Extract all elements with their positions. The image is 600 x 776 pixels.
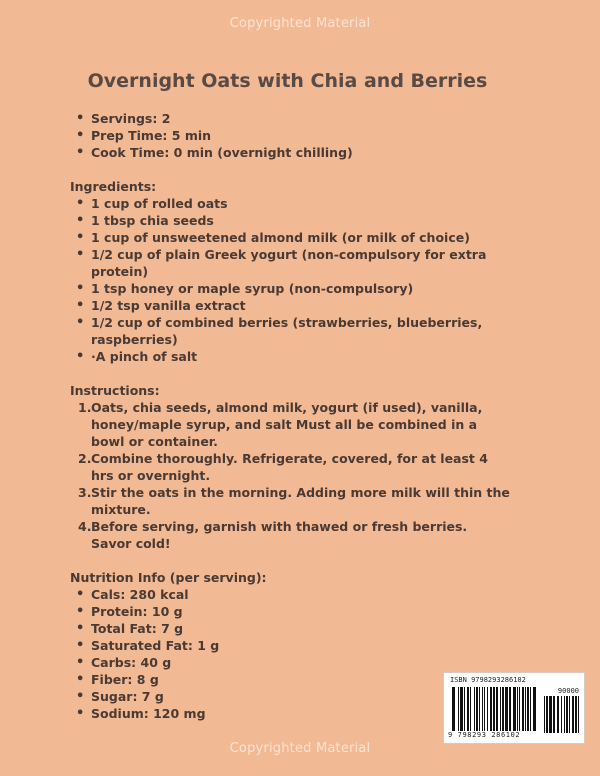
barcode-bar [513,687,516,731]
list-item: • Protein: 10 g [70,603,510,620]
instruction-step [70,484,510,518]
price-code: 90000 [557,687,579,695]
barcode-bar [470,687,471,731]
step-text: Before serving, garnish with thawed or fresh berries. Savor cold! [91,519,468,551]
step-text: Oats, chia seeds, almond milk, yogurt (if used), vanilla, honey/maple syrup, and salt Must all be combined in a bowl or container. [91,400,483,449]
instruction-step [70,399,510,450]
list-item: • 1 cup of unsweetened almond milk (or milk of choice) [70,229,510,246]
instructions-heading: Instructions: [70,383,160,398]
barcode-bar [496,687,498,731]
barcode-bar [509,687,511,731]
meta-cook-time: • Cook Time: 0 min (overnight chilling) [70,144,510,161]
list-item: • Sugar: 7 g [70,688,510,705]
list-item: • Sodium: 120 mg [70,705,510,722]
step-number: 3. [78,485,92,500]
barcode-bars [452,687,540,731]
barcode-bar [546,696,548,733]
barcode-addon-bars [544,696,580,733]
watermark-bottom: Copyrighted Material [229,741,371,756]
list-item: • Fiber: 8 g [70,671,510,688]
barcode-bar [578,696,579,733]
barcode-bar [564,696,565,733]
meta-prep-time: • Prep Time: 5 min [70,127,510,144]
barcode-bar [464,687,465,731]
instruction-step [70,450,510,484]
barcode-bar [530,687,531,731]
meta-list [70,110,510,161]
barcode-bar [553,696,555,733]
step-text: Stir the oats in the morning. Adding more milk will thin the mixture. [91,485,510,517]
step-number: 1. [78,400,92,415]
barcode-bar [544,696,545,733]
barcode-bar [525,687,526,731]
nutrition-heading: Nutrition Info (per serving): [70,570,267,585]
list-item: • 1 tsp honey or maple syrup (non-compulsory) [70,280,510,297]
isbn-barcode [443,672,585,744]
barcode-bar [500,687,501,731]
barcode-bar [458,687,459,731]
barcode-bar [566,696,568,733]
list-item: • 1/2 tsp vanilla extract [70,297,510,314]
list-item: • 1/2 cup of combined berries (strawberries, blueberries, raspberries) [70,314,510,348]
isbn-label: ISBN 9798293286102 [450,676,526,684]
list-item: • 1 cup of rolled oats [70,195,510,212]
barcode-bar [487,687,488,731]
barcode-bar [502,687,504,731]
barcode-bar [460,687,463,731]
barcode-bar [522,687,524,731]
barcode-digits: 9 798293 286102 [448,731,521,739]
barcode-bar [557,696,559,733]
barcode-bar [569,696,570,733]
barcode-bar [482,687,483,731]
barcode-bar [474,687,475,731]
watermark-top: Copyrighted Material [229,16,371,31]
instructions-list [70,399,510,552]
barcode-bar [572,696,574,733]
recipe-title: Overnight Oats with Chia and Berries [87,70,488,92]
step-text: Combine thoroughly. Refrigerate, covered, for at least 4 hrs or overnight. [91,451,488,483]
step-number: 2. [78,451,92,466]
meta-servings: • Servings: 2 [70,110,510,127]
barcode-bar [517,687,518,731]
ingredients-list [70,195,510,365]
barcode-bar [533,687,536,731]
list-item: • Total Fat: 7 g [70,620,510,637]
barcode-bar [479,687,480,731]
list-item: • Saturated Fat: 1 g [70,637,510,654]
barcode-bar [519,687,520,731]
barcode-bar [452,687,455,731]
barcode-bar [467,687,469,731]
list-item: • Cals: 280 kcal [70,586,510,603]
barcode-bar [527,687,529,731]
barcode-bar [476,687,478,731]
barcode-bar [493,687,495,731]
barcode-bar [490,687,492,731]
barcode-bar [575,696,577,733]
barcode-bar [549,696,552,733]
barcode-bar [561,696,562,733]
recipe-body [70,110,510,722]
ingredients-heading: Ingredients: [70,179,157,194]
list-item: • Carbs: 40 g [70,654,510,671]
list-item: • ·A pinch of salt [70,348,510,365]
instruction-step [70,518,510,552]
list-item: • 1/2 cup of plain Greek yogurt (non-compulsory for extra protein) [70,246,510,280]
barcode-bar [484,687,485,731]
list-item: • 1 tbsp chia seeds [70,212,510,229]
step-number: 4. [78,519,92,534]
barcode-bar [505,687,508,731]
